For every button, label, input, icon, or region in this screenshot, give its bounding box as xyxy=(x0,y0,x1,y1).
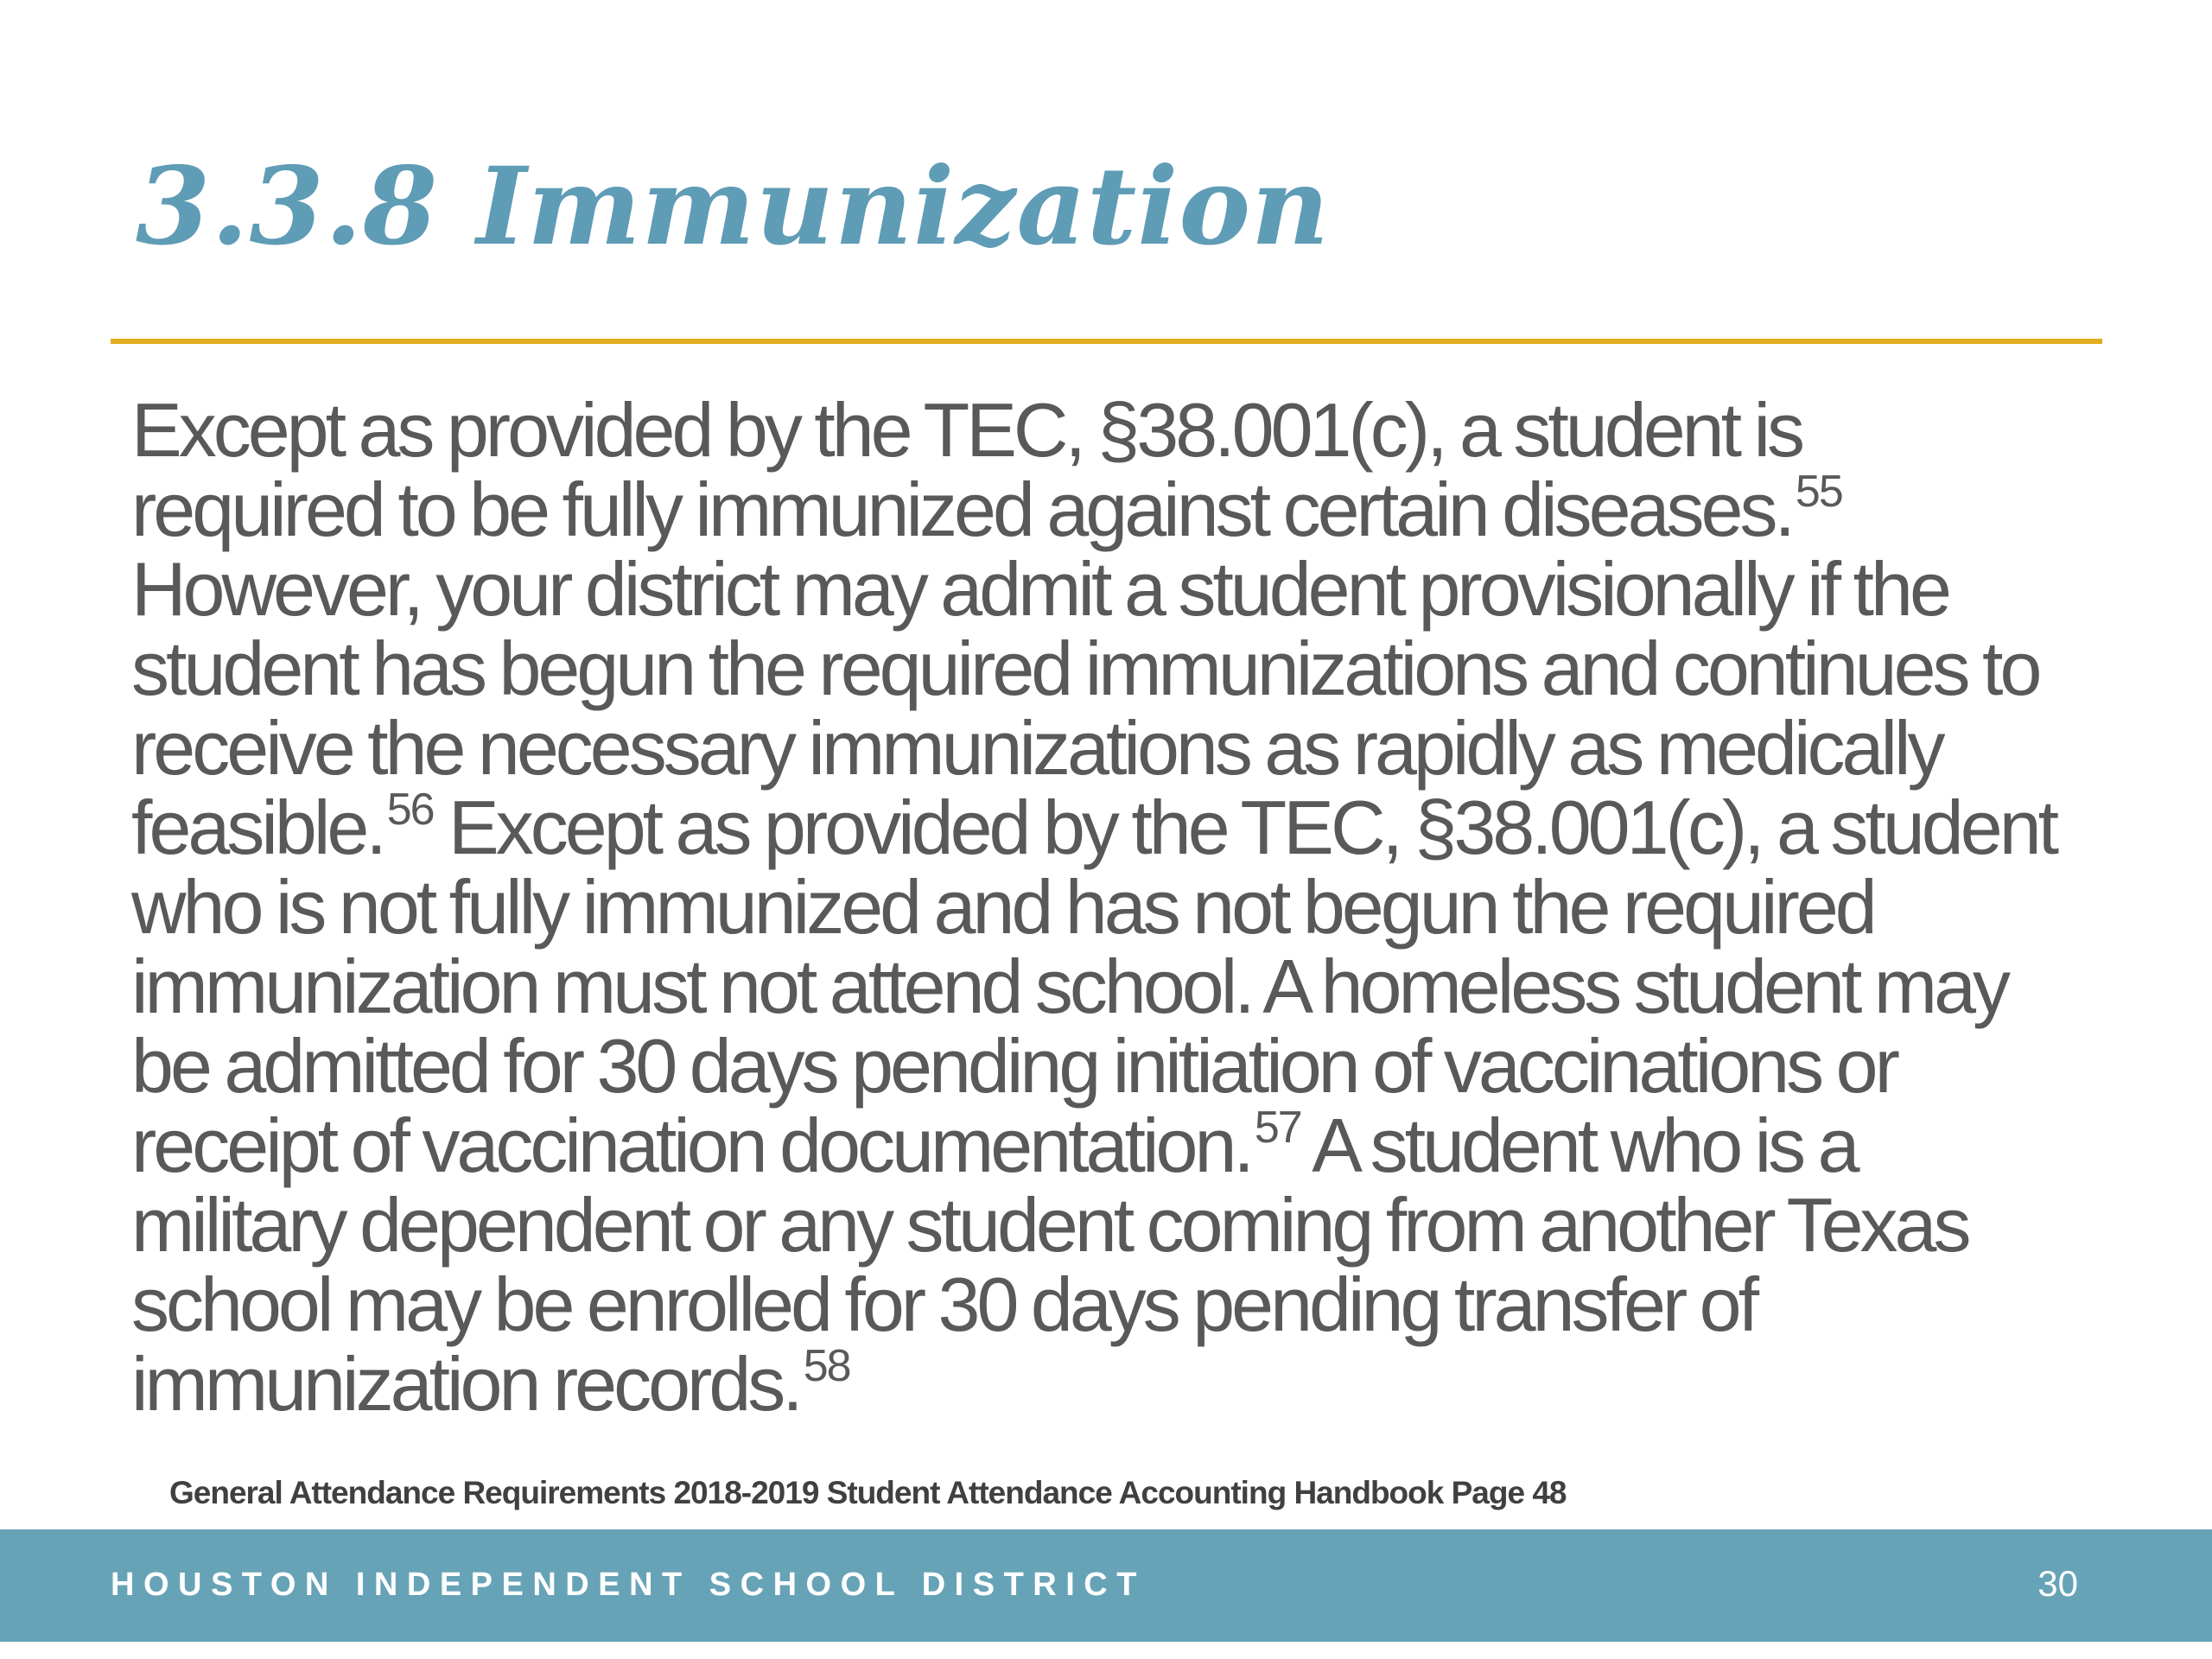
body-line xyxy=(131,1340,2119,1427)
slide-title: 3.3.8 Immunization xyxy=(136,144,1331,270)
body-line xyxy=(131,1023,2119,1109)
page-number: 30 xyxy=(2037,1563,2078,1604)
body-line xyxy=(131,1102,2119,1188)
footnote-ref: 55 xyxy=(1795,466,1842,517)
body-line xyxy=(131,864,2119,950)
body-line-text: Except as provided by the TEC, §38.001(c), a student is xyxy=(131,387,1802,473)
body-line xyxy=(131,1262,2119,1347)
body-line-text: receipt of vaccination documentation. xyxy=(131,1103,1251,1188)
footnote-ref: 58 xyxy=(803,1340,850,1391)
body-line-text: A student who is a xyxy=(1300,1103,1857,1188)
body-line-text: feasible. xyxy=(131,785,384,870)
body-paragraph xyxy=(131,387,2119,1427)
body-line-text: immunization must not attend school. A homeless student may xyxy=(131,944,2008,1029)
body-line-text: receive the necessary immunizations as rapidly as medically xyxy=(131,705,1942,791)
body-line-text: immunization records. xyxy=(131,1341,800,1427)
body-line-text: Except as provided by the TEC, §38.001(c), a student xyxy=(433,785,2056,870)
body-line xyxy=(131,546,2119,632)
body-line xyxy=(131,387,2119,473)
body-line-text: military dependent or any student coming from another Texas xyxy=(131,1182,1968,1268)
source-citation: General Attendance Requirements 2018-2019 Student Attendance Accounting Handbook Page 48 xyxy=(169,1475,1567,1510)
body-line xyxy=(131,944,2119,1029)
body-line xyxy=(131,705,2119,791)
footer-bottom-strip xyxy=(0,1642,2212,1659)
body-line xyxy=(131,1182,2119,1268)
title-divider xyxy=(111,339,2102,344)
body-line-text: who is not fully immunized and has not begun the required xyxy=(131,864,1874,950)
body-line-text: school may be enrolled for 30 days pending transfer of xyxy=(131,1262,1757,1347)
body-line-text: required to be fully immunized against certain diseases. xyxy=(131,467,1792,552)
body-line xyxy=(131,466,2119,552)
footnote-ref: 56 xyxy=(386,784,434,835)
body-line-text: However, your district may admit a student provisionally if the xyxy=(131,546,1948,632)
body-line xyxy=(131,784,2119,870)
body-line xyxy=(131,626,2119,711)
body-line-text: student has begun the required immunizations and continues to xyxy=(131,626,2039,711)
footnote-ref: 57 xyxy=(1254,1102,1301,1153)
body-line-text: be admitted for 30 days pending initiation of vaccinations or xyxy=(131,1023,1897,1109)
district-name: HOUSTON INDEPENDENT SCHOOL DISTRICT xyxy=(111,1567,1146,1603)
